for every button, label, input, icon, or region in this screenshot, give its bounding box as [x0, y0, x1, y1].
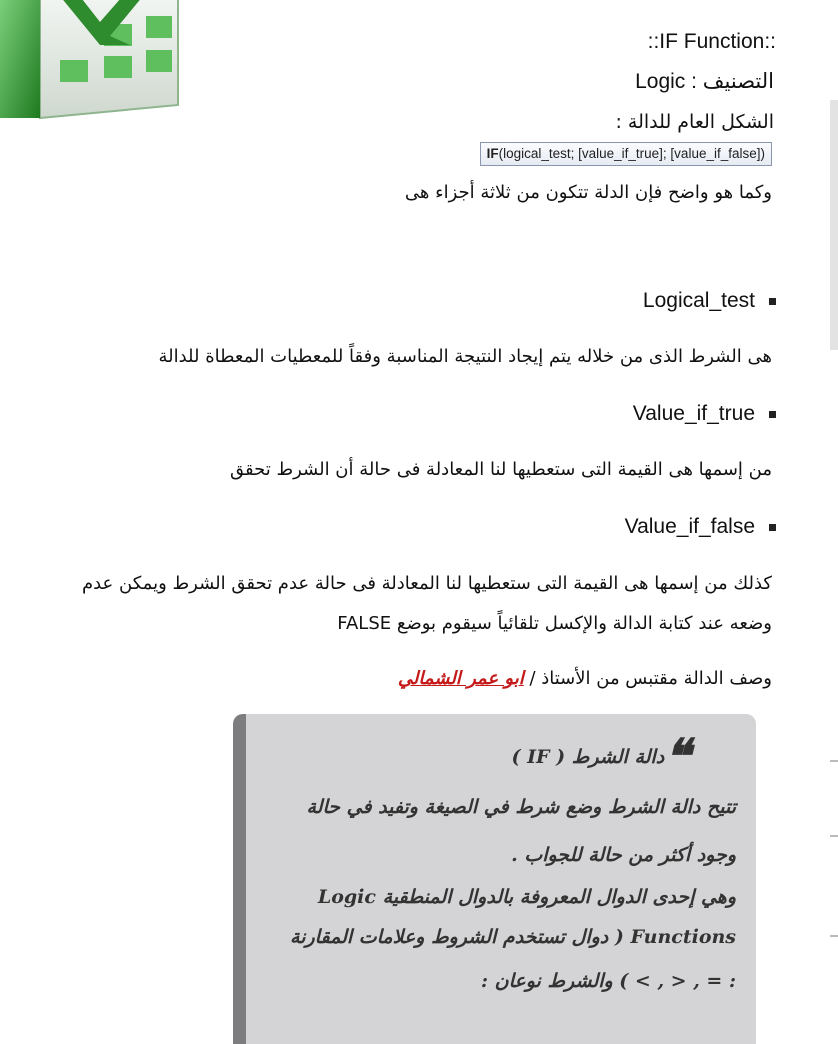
- term-description-line1: كذلك من إسمها هى القيمة التى ستعطيها لنا المعادلة فى حالة عدم تحقق الشرط ويمكن عدم: [81, 573, 772, 594]
- author-name: ابو عمر الشمالي: [397, 668, 524, 689]
- quote-title-text: دالة الشرط ( IF ): [511, 746, 665, 768]
- source-line: [398, 666, 772, 692]
- term-description: هى الشرط الذى من خلاله يتم إيجاد النتيجة المناسبة وفقاً للمعطيات المعطاة للدالة: [158, 346, 772, 367]
- quote-line: تتيح دالة الشرط وضع شرط في الصيغة وتفيد في حالة: [306, 796, 736, 818]
- right-edge-divider: [830, 835, 838, 837]
- syntax-heading: الشكل العام للدالة :: [615, 111, 774, 133]
- page-title: ::IF Function::: [647, 30, 776, 53]
- syntax-function-name: IF: [486, 146, 499, 161]
- quote-box: [233, 714, 756, 1044]
- term-label: Logical_test: [642, 289, 755, 312]
- quote-title: [511, 729, 690, 785]
- quote-line: وجود أكثر من حالة للجواب .: [511, 844, 736, 866]
- bullet-icon: [769, 524, 776, 531]
- list-item-value-if-false: [625, 512, 776, 542]
- excel-logo: [0, 0, 180, 120]
- quote-line: : = , < , > ) والشرط نوعان :: [481, 970, 736, 992]
- source-prefix: وصف الدالة مقتبس من الأستاذ /: [523, 668, 772, 689]
- quote-mark-icon: ❝: [664, 729, 690, 785]
- term-description: من إسمها هى القيمة التى ستعطيها لنا المعادلة فى حالة أن الشرط تحقق: [230, 459, 772, 480]
- right-edge-fragment: [830, 100, 838, 350]
- bullet-icon: [769, 411, 776, 418]
- bullet-icon: [769, 298, 776, 305]
- list-item-logical-test: [643, 286, 776, 316]
- term-label: Value_if_false: [624, 515, 755, 538]
- quote-line: Functions ( دوال تستخدم الشروط وعلامات المقارنة: [290, 926, 736, 948]
- right-edge-divider: [830, 935, 838, 937]
- quote-line: وهي إحدى الدوال المعروفة بالدوال المنطقية Logic: [317, 886, 736, 908]
- term-label: Value_if_true: [632, 402, 755, 425]
- syntax-arguments: (logical_test; [value_if_true]; [value_if_false]): [498, 146, 765, 161]
- term-description-line2: وضعه عند كتابة الدالة والإكسل تلقائياً سيقوم بوضع FALSE: [337, 613, 772, 634]
- quote-bar: [233, 714, 246, 1044]
- intro-text: وكما هو واضح فإن الدلة تتكون من ثلاثة أجزاء هى: [404, 182, 772, 203]
- list-item-value-if-true: [633, 399, 776, 429]
- right-edge-divider: [830, 760, 838, 762]
- category-line: التصنيف : Logic: [635, 70, 774, 93]
- syntax-formula-box: [480, 142, 772, 166]
